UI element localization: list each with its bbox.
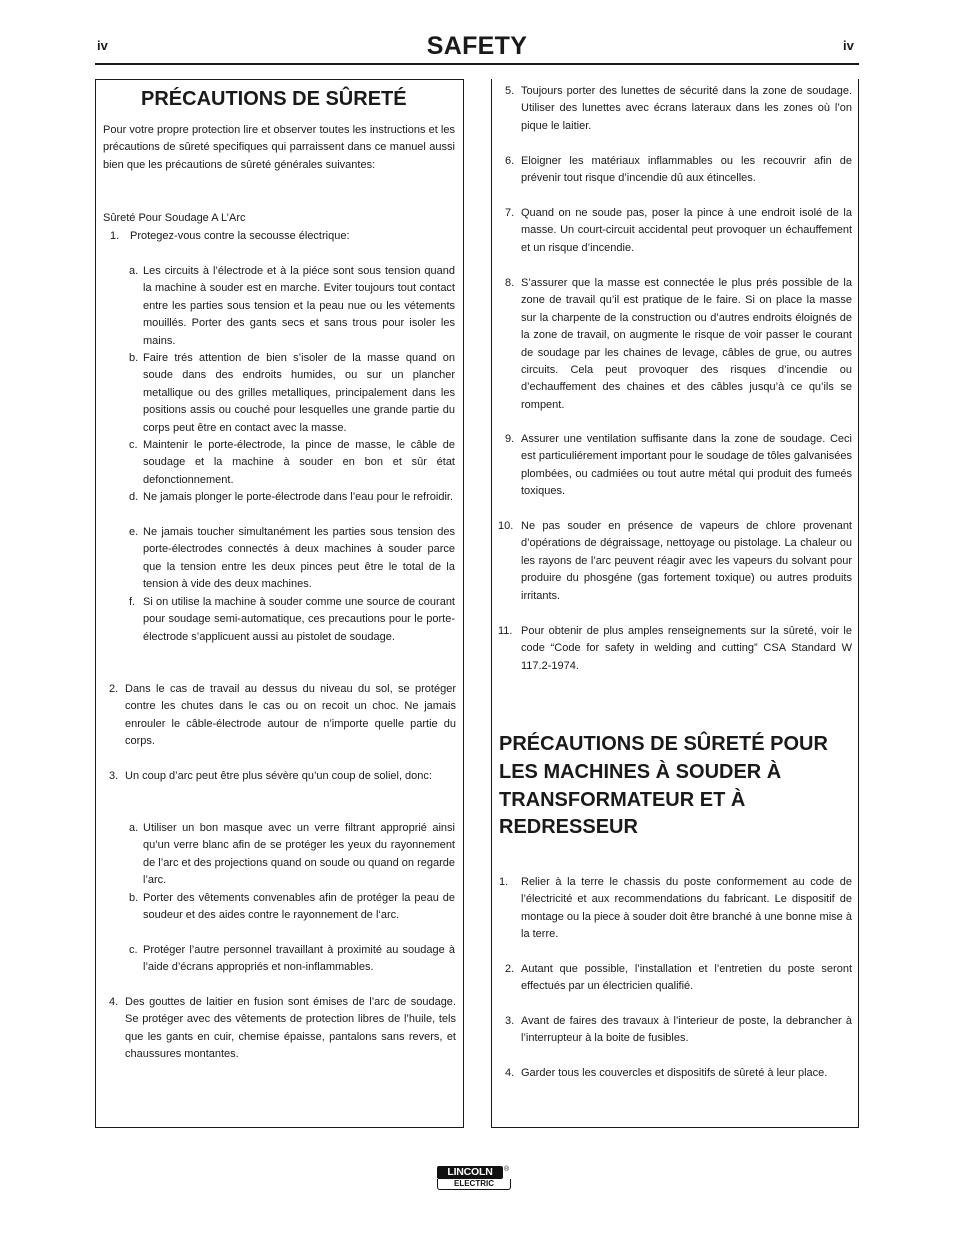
item-number: 4. [109, 996, 119, 1008]
item-text: Protegez-vous contre la secousse électrique: [130, 230, 350, 242]
item-number: b. [129, 352, 139, 364]
item-number: 10. [498, 520, 514, 532]
item-text: Protéger l’autre personnel travaillant à proximité au soudage à l’aide d’écrans appropriés et non-inflammables. [143, 944, 455, 974]
item-text: Toujours porter des lunettes de sécurité dans la zone de soudage. Utiliser des lunettes avec écrans lateraux dans les zones où l’on pique le laitier. [521, 85, 852, 132]
item-text: Ne jamais plonger le porte-électrode dans l’eau pour le refroidir. [143, 491, 454, 503]
header-rule [95, 63, 859, 65]
item-text: S’assurer que la masse est connectée le plus prés possible de la zone de travail qu’il est pratique de le faire. Si on place la masse sur la charpente de la construction ou d’autres endroits éloignés de la zone de travail, on augmente le risque de voir passer le courant de soudage par les chaines de levage, câbles de grue, ou autres circuits. Cela peut provoquer des risques d’incendie ou d’echauffement des chaines et des câbles jusqu’à ce qu’ils se rompent. [521, 277, 852, 411]
item-number: f. [129, 596, 136, 608]
item-number: 9. [505, 433, 515, 445]
item-number: b. [129, 892, 139, 904]
item-text: Des gouttes de laitier en fusion sont émises de l’arc de soudage. Se protéger avec des vêtements de protection libres de l’huile, tels que les gants en cuir, chemise épaisse, pantalons sans revers, et chaussures montantes. [125, 996, 456, 1061]
item-text: Si on utilise la machine à souder comme une source de courant pour soudage semi-automatique, ces precautions pour le porte-électrode s’applicuent aussi au pistolet de soudage. [143, 596, 455, 643]
section-heading: PRÉCAUTIONS DE SÛRETÉ POUR LES MACHINES À SOUDER À TRANSFORMATEUR ET À REDRESSEUR [499, 733, 828, 839]
item-text: Faire trés attention de bien s’isoler de la masse quand on soude dans des endroits humides, ou sur un plancher metallique ou des grilles metalliques, principalement dans les positions assis ou couché pour lesquelles une grande partie du corps peut être en contact avec la masse. [143, 352, 455, 434]
item-number: c. [129, 439, 138, 451]
item-number: 2. [109, 683, 119, 695]
item-number: 1. [110, 230, 120, 242]
item-number: 6. [505, 155, 515, 167]
page-number-left: iv [97, 38, 108, 53]
item-number: e. [129, 526, 139, 538]
item-number: d. [129, 491, 139, 503]
item-number: a. [129, 265, 139, 277]
item-number: 4. [505, 1067, 515, 1079]
item-number: 7. [505, 207, 515, 219]
item-text: Autant que possible, l’installation et l’entretien du poste seront effectués par un électricien qualifié. [521, 963, 852, 993]
item-number: 3. [505, 1015, 515, 1027]
item-number: 2. [505, 963, 515, 975]
item-text: Eloigner les matériaux inflammables ou les recouvrir afin de prévenir tout risque d’incendie dû aux étincelles. [521, 155, 852, 185]
item-text: Avant de faires des travaux à l’interieur de poste, la debrancher à l’interrupteur à la boite de fusibles. [521, 1015, 852, 1045]
item-text: Utiliser un bon masque avec un verre filtrant approprié ainsi qu’un verre blanc afin de se protéger les yeux du rayonnement de l’arc et des projections quand on soude ou quand on regarde l’arc. [143, 822, 455, 887]
intro-paragraph: Pour votre propre protection lire et observer toutes les instructions et les précautions de sûreté specifiques qui parraissent dans ce manuel aussi bien que les précautions de sûreté générales suivantes: [103, 124, 455, 171]
logo-top: LINCOLN [437, 1166, 503, 1179]
item-text: Porter des vêtements convenables afin de protéger la peau de soudeur et des aides contre le rayonnement de l‘arc. [143, 892, 455, 922]
item-text: Ne pas souder en présence de vapeurs de chlore provenant d’opérations de dégraissage, nettoyage ou pistolage. La chaleur ou les rayons de l’arc peuvent réagir avec les vapeurs du solvant pour produire du phosgéne (gas fortement toxique) ou autres produits irritants. [521, 520, 852, 602]
page-title: SAFETY [426, 32, 528, 60]
item-text: Ne jamais toucher simultanément les parties sous tension des porte-électrodes connectés à deux machines à souder parce que la tension entre les deux pinces peut être le total de la tension à vide des deux machines. [143, 526, 455, 591]
item-text: Les circuits à l’électrode et à la piéce sont sous tension quand la machine à souder est en marche. Eviter toujours tout contact entre les parties sous tension et la peau nue ou les vétements mouillés. Porter des gants secs et sans trous pour isoler les mains. [143, 265, 455, 347]
item-text: Quand on ne soude pas, poser la pince à une endroit isolé de la masse. Un court-circuit accidental peut provoquer un échauffement et un risque d’incendie. [521, 207, 852, 254]
section-subtitle: Sûreté Pour Soudage A L’Arc [103, 212, 246, 224]
section-heading: PRÉCAUTIONS DE SÛRETÉ [141, 88, 407, 110]
item-text: Un coup d’arc peut être plus sévère qu’un coup de soliel, donc: [125, 770, 432, 782]
item-text: Relier à la terre le chassis du poste conformement au code de l’électricité et aux recommendations du fabricant. Le dispositif de montage ou la piece à souder doit être branché à une bonne mise à la terre. [521, 876, 852, 941]
item-text: Dans le cas de travail au dessus du niveau du sol, se protéger contre les chutes dans le cas ou on recoit un choc. Ne jamais enrouler le câble-électrode autour de n’importe quelle partie du corps. [125, 683, 456, 748]
item-number: 5. [505, 85, 515, 97]
item-text: Garder tous les couvercles et dispositifs de sûreté à leur place. [521, 1067, 828, 1079]
item-number: c. [129, 944, 138, 956]
right-column-box [491, 79, 859, 1128]
logo-registered-mark: ® [504, 1166, 510, 1173]
item-number: 1. [499, 876, 509, 888]
item-text: Assurer une ventilation suffisante dans la zone de soudage. Ceci est particuliérement important pour le soudage de tôles galvanisées plombées, ou cadmiées ou tout autre métal qui produit des fumeés toxiques. [521, 433, 852, 498]
lincoln-electric-logo [435, 1166, 511, 1190]
item-number: 11. [498, 625, 513, 637]
item-number: 3. [109, 770, 119, 782]
item-text: Maintenir le porte-électrode, la pince de masse, le câble de soudage et la machine à souder en bon et sûr état defonctionnement. [143, 439, 455, 486]
item-text: Pour obtenir de plus amples renseignements sur la sûreté, voir le code “Code for safety in welding and cutting” CSA Standard W 117.2-1974. [521, 625, 852, 672]
item-number: a. [129, 822, 139, 834]
left-column-box [95, 79, 464, 1128]
logo-bottom: ELECTRIC [437, 1179, 511, 1190]
page-number-right: iv [843, 38, 854, 53]
item-number: 8. [505, 277, 515, 289]
